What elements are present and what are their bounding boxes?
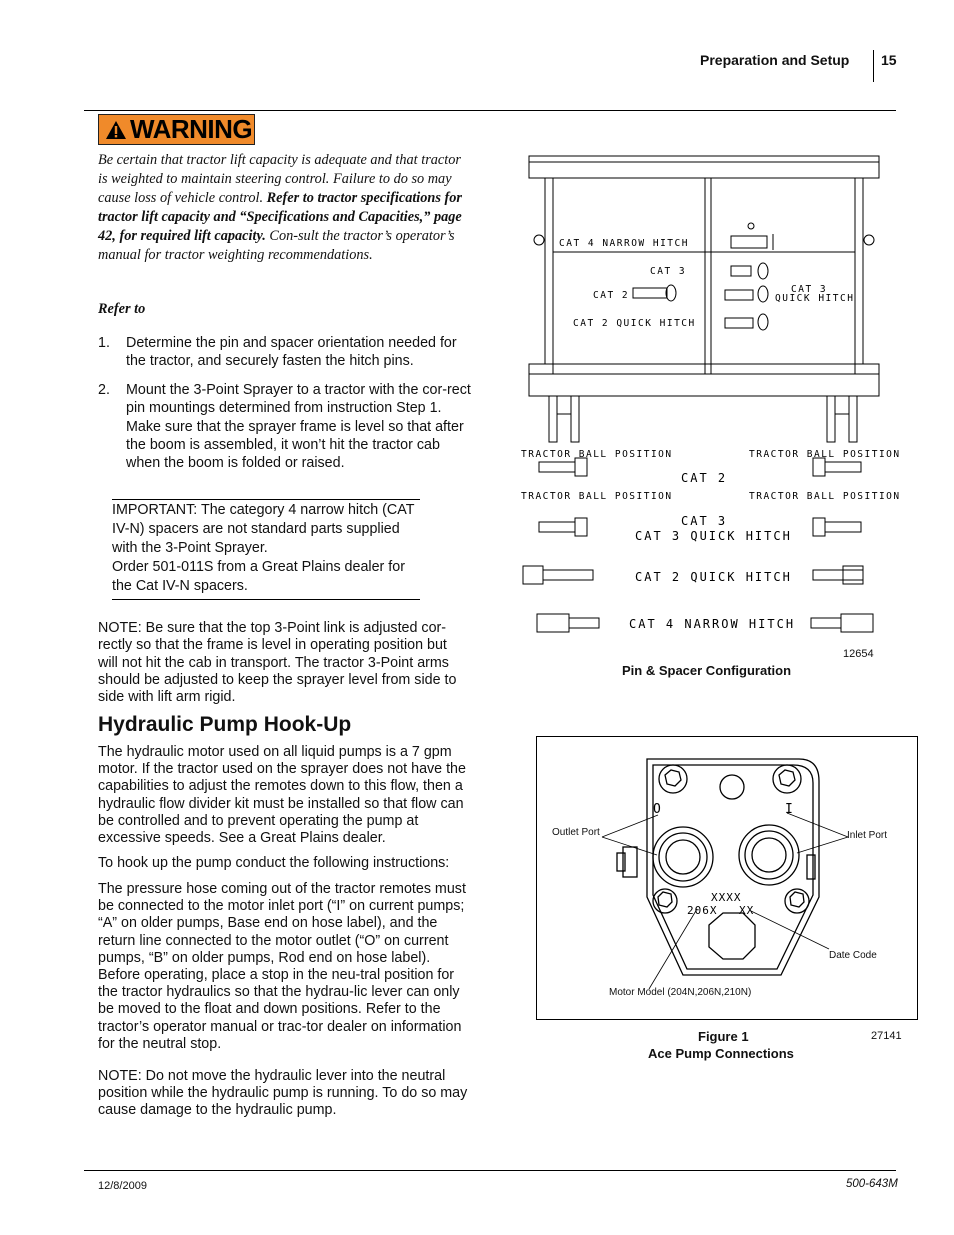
step-number: 1. [98,335,110,351]
row-cat4-narrow: CAT 4 NARROW HITCH [629,617,796,631]
footer-rule [84,1170,896,1171]
step-text: Mount the 3-Point Sprayer to a tractor with the cor-rect pin mountings determined from instruction Step 1. Make sure that the sprayer frame is level so that after the boom is assembled, it won’t hit the tractor cab when the boom is folded or raised. [126,382,471,472]
section-heading: Hydraulic Pump Hook-Up [98,713,352,736]
stamp-top: XXXX [711,891,742,904]
label-cat3-quick-line2: QUICK HITCH [775,293,855,304]
warning-label: WARNING [130,114,253,144]
port-i-mark: I [785,802,793,817]
header-divider [873,50,874,82]
warning-text-bold: Refer to tractor specifications for tractor lift capacity and “Specifications and Capacities,” page 42, for required lift capacity. [98,190,462,244]
warning-text-part1: Be certain that tractor lift capacity is adequate and that tractor is weighted to maintain steering control. Failure to do so may cause loss of vehicle control. [98,152,461,206]
footer-date: 12/8/2009 [98,1180,147,1192]
row-cat3: CAT 3 [681,514,728,528]
row-cat3-quick: CAT 3 QUICK HITCH [635,529,792,543]
callout-motor-model: Motor Model (204N,206N,210N) [609,987,752,998]
footer-doc-number: 500-643M [846,1178,898,1190]
important-text-1: IMPORTANT: The category 4 narrow hitch (CAT IV-N) spacers are not standard parts supplied with the 3-Point Sprayer. [112,502,415,556]
important-notice [112,499,420,600]
stamp-right: XX [739,904,755,917]
page-section-title: Preparation and Setup [700,52,850,68]
pump-diagram [537,737,917,1019]
label-cat3-quick-line1: CAT 3 [791,284,828,295]
paragraph-instructions: To hook up the pump conduct the following instructions: [98,855,450,871]
header-rule [84,110,896,111]
page-number: 15 [881,52,897,68]
label-cat2: CAT 2 [593,290,630,301]
warning-text-part2: Con-sult the tractor’s operator’s manual for tractor weighting recommendations. [98,228,455,263]
step-number: 2. [98,382,110,398]
refer-to: Refer to [98,301,146,317]
step-text: Determine the pin and spacer orientation needed for the tractor, and securely fasten the hitch pins. [126,335,457,370]
label-cat3: CAT 3 [650,266,687,277]
figure-number-pin: 12654 [843,648,874,660]
stamp-left: 206X [687,904,718,917]
row-cat2-quick: CAT 2 QUICK HITCH [635,570,792,584]
figure-number-pump: 27141 [871,1030,902,1042]
label-tractor-ball-3: TRACTOR BALL POSITION [521,491,673,502]
paragraph-hose: The pressure hose coming out of the tractor remotes must be connected to the motor inlet port (“I” on current pumps; “A” on older pumps, Base end on hose label), and the return line connected to the motor outlet (“O” on current pumps, “B” on older pumps, Rod end on hose label). Before operating, place a stop in the neu-tral position for the tractor hydraulics so that the hydrau-lic lever can only be moved to the float and down positions. Refer to the tractor’s operator manual or trac-tor dealer on information for the neutral stop. [98,881,466,1052]
figure-caption-pin: Pin & Spacer Configuration [622,663,792,678]
port-o-mark: O [653,802,661,817]
label-tractor-ball-4: TRACTOR BALL POSITION [749,491,901,502]
figure-caption-number: Figure 1 [698,1029,749,1044]
important-text-2: Order 501-011S from a Great Plains dealer for the Cat IV-N spacers. [112,559,405,594]
label-cat4-narrow: CAT 4 NARROW HITCH [559,238,689,249]
warning-triangle-icon [105,120,127,140]
callout-inlet-port: Inlet Port [847,830,888,841]
label-tractor-ball-2: TRACTOR BALL POSITION [749,449,901,460]
note-top-link: NOTE: Be sure that the top 3-Point link is adjusted cor-rectly so that the frame is level in operating position but will not hit the cab in transport. The tractor 3-Point arms should be adjusted to keep the sprayer level from side to side with lift arm rigid. [98,620,457,706]
paragraph-motor: The hydraulic motor used on all liquid pumps is a 7 gpm motor. If the tractor used on the sprayer does not have the capabilities to adjust the remotes down to this flow, then a hydraulic flow divider kit must be installed so that flow can be controlled and to prevent operating the pump at excessive speeds. See a Great Plains dealer. [98,744,466,847]
pump-diagram-frame [536,736,918,1020]
pin-spacer-diagram [515,152,901,662]
warning-text [98,151,470,265]
label-tractor-ball-1: TRACTOR BALL POSITION [521,449,673,460]
label-cat2-quick: CAT 2 QUICK HITCH [573,318,696,329]
callout-outlet-port: Outlet Port [552,827,600,838]
row-cat2: CAT 2 [681,471,728,485]
warning-banner [98,114,255,145]
figure-caption-title: Ace Pump Connections [648,1046,794,1061]
note-hydraulic-lever: NOTE: Do not move the hydraulic lever into the neutral position while the hydraulic pump is running. To do so may cause damage to the hydraulic pump. [98,1068,468,1119]
callout-date-code: Date Code [829,950,877,961]
